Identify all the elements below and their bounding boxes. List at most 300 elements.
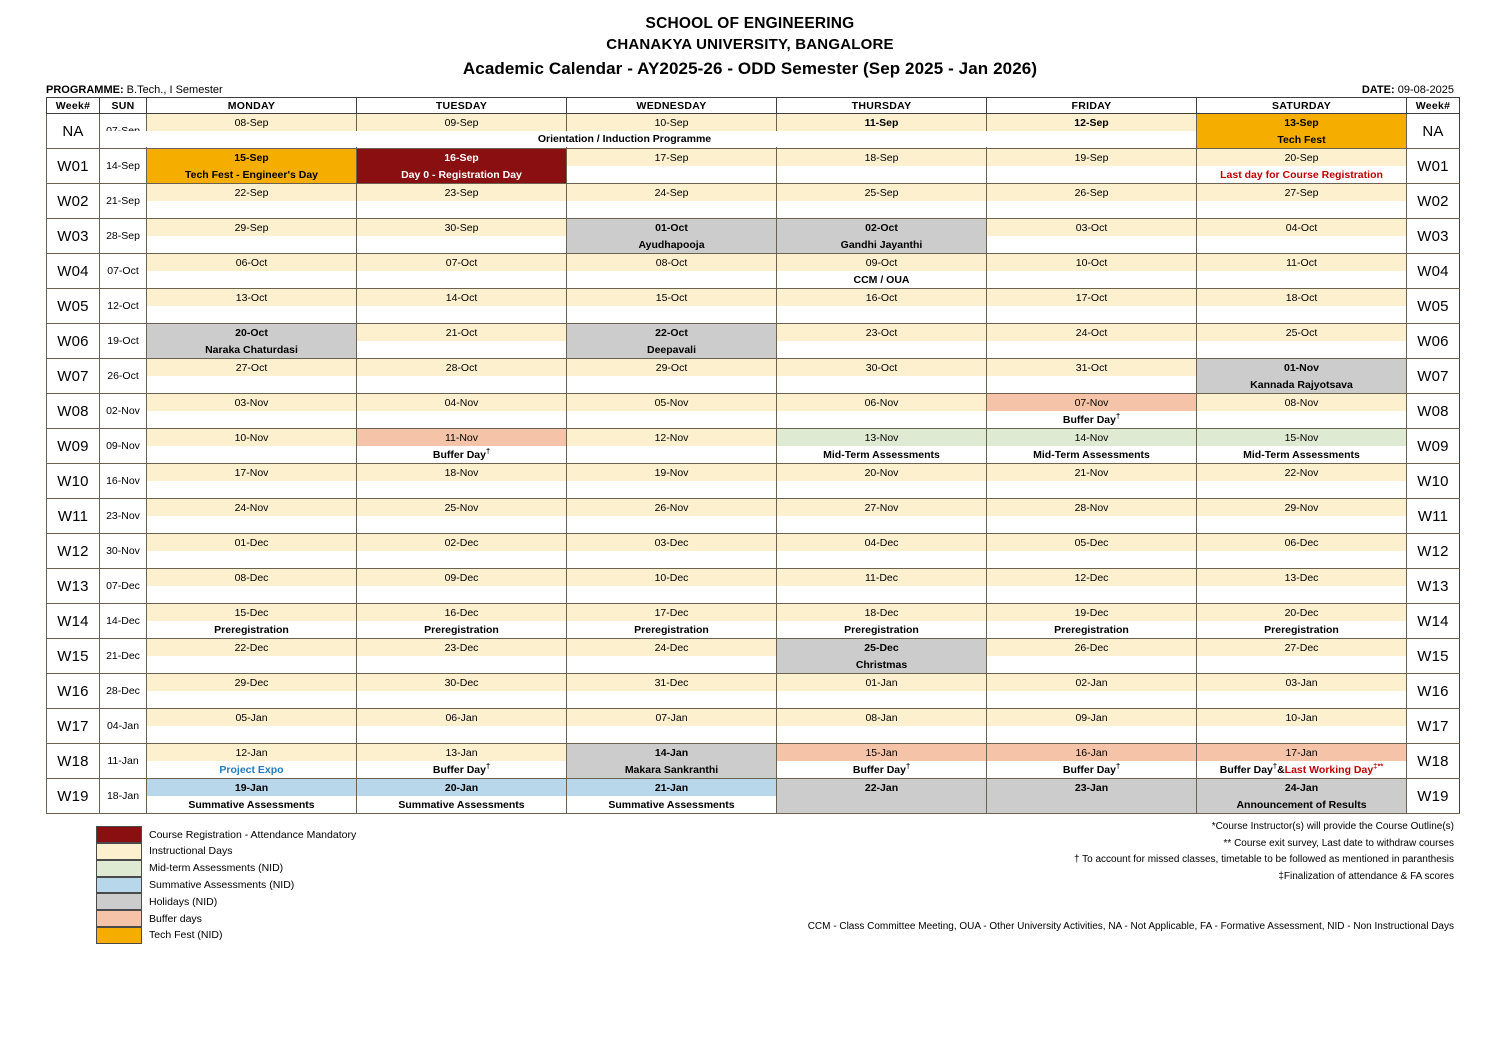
- day-date: 17-Sep: [567, 149, 776, 166]
- calendar-day-cell: [777, 604, 987, 639]
- calendar-day-cell: [147, 359, 357, 394]
- legend-label: Holidays (NID): [149, 895, 218, 908]
- day-event-label: [1197, 656, 1406, 673]
- sunday-date: 09-Nov: [100, 429, 147, 464]
- legend-label: Instructional Days: [149, 845, 233, 858]
- day-event-label: [567, 376, 776, 393]
- calendar-day-cell: [147, 569, 357, 604]
- week-number-left: W16: [47, 674, 100, 709]
- day-date: 10-Nov: [147, 429, 356, 446]
- table-row: [47, 639, 1460, 674]
- day-date: 30-Sep: [357, 219, 566, 236]
- day-date: 11-Oct: [1197, 254, 1406, 271]
- table-row: [47, 254, 1460, 289]
- sunday-date: 16-Nov: [100, 464, 147, 499]
- day-date: 01-Dec: [147, 534, 356, 551]
- day-event-label: [357, 236, 566, 253]
- day-date: 28-Oct: [357, 359, 566, 376]
- day-date: 01-Oct: [567, 219, 776, 236]
- table-row: [47, 429, 1460, 464]
- legend-label: Summative Assessments (NID): [149, 879, 295, 892]
- day-date: 27-Sep: [1197, 184, 1406, 201]
- week-number-left: W11: [47, 499, 100, 534]
- legend-color-swatch: [96, 860, 142, 877]
- column-header-sun: SUN: [100, 98, 147, 114]
- day-date: 02-Oct: [777, 219, 986, 236]
- legend-color-swatch: [96, 893, 142, 910]
- day-event-label: [1197, 516, 1406, 533]
- day-date: 22-Nov: [1197, 464, 1406, 481]
- week-number-left: W05: [47, 289, 100, 324]
- day-date: 10-Oct: [987, 254, 1196, 271]
- day-date: 08-Jan: [777, 709, 986, 726]
- table-row: [47, 289, 1460, 324]
- day-date: 14-Nov: [987, 429, 1196, 446]
- day-date: 09-Dec: [357, 569, 566, 586]
- table-row: [47, 219, 1460, 254]
- day-date: 03-Nov: [147, 394, 356, 411]
- day-event-label: [987, 586, 1196, 603]
- week-number-right: W15: [1407, 639, 1460, 674]
- day-date: 16-Jan: [987, 744, 1196, 761]
- day-date: 09-Jan: [987, 709, 1196, 726]
- calendar-day-cell: [357, 219, 567, 254]
- calendar-day-cell: [357, 534, 567, 569]
- calendar-day-cell: [1197, 359, 1407, 394]
- calendar-day-cell: [147, 394, 357, 429]
- day-date: 03-Dec: [567, 534, 776, 551]
- day-date: 10-Dec: [567, 569, 776, 586]
- day-event-label: [777, 411, 986, 428]
- day-event-label: Mid-Term Assessments: [1197, 446, 1406, 463]
- calendar-day-cell: [357, 394, 567, 429]
- week-number-right: W17: [1407, 709, 1460, 744]
- table-row: [47, 709, 1460, 744]
- day-date: 07-Jan: [567, 709, 776, 726]
- sunday-date: 11-Jan: [100, 744, 147, 779]
- sunday-date: 30-Nov: [100, 534, 147, 569]
- day-event-label: Preregistration: [987, 621, 1196, 638]
- calendar-day-cell: [147, 184, 357, 219]
- calendar-day-cell: [567, 324, 777, 359]
- table-row: [47, 674, 1460, 709]
- week-number-left: W04: [47, 254, 100, 289]
- day-date: 04-Dec: [777, 534, 986, 551]
- calendar-day-cell: [1197, 289, 1407, 324]
- day-date: 13-Sep: [1197, 114, 1406, 131]
- day-date: 21-Nov: [987, 464, 1196, 481]
- day-date: 11-Dec: [777, 569, 986, 586]
- sunday-date: 19-Oct: [100, 324, 147, 359]
- day-date: 21-Oct: [357, 324, 566, 341]
- legend-item: [96, 877, 356, 894]
- day-date: 01-Nov: [1197, 359, 1406, 376]
- day-event-label: [357, 341, 566, 358]
- day-event-label: [777, 796, 986, 813]
- legend-color-swatch: [96, 877, 142, 894]
- calendar-day-cell: [567, 744, 777, 779]
- calendar-day-cell: [777, 289, 987, 324]
- day-date: 08-Dec: [147, 569, 356, 586]
- legend-item: [96, 860, 356, 877]
- calendar-day-cell: [777, 674, 987, 709]
- table-row: [47, 779, 1460, 814]
- legend-color-swatch: [96, 843, 142, 860]
- page-title: Academic Calendar - AY2025-26 - ODD Semester (Sep 2025 - Jan 2026): [462, 58, 1038, 78]
- week-number-right: W01: [1407, 149, 1460, 184]
- day-date: 15-Dec: [147, 604, 356, 621]
- calendar-day-cell: [1197, 464, 1407, 499]
- calendar-day-cell: [987, 184, 1197, 219]
- week-number-right: W18: [1407, 744, 1460, 779]
- day-event-label: [1197, 481, 1406, 498]
- day-event-label: [147, 411, 356, 428]
- day-date: 26-Sep: [987, 184, 1196, 201]
- week-number-right: W13: [1407, 569, 1460, 604]
- day-date: 22-Oct: [567, 324, 776, 341]
- day-event-label: Buffer Day†: [987, 761, 1196, 778]
- legend-item: [96, 910, 356, 927]
- day-event-label: [987, 376, 1196, 393]
- week-number-left: W08: [47, 394, 100, 429]
- day-event-label: Gandhi Jayanthi: [777, 236, 986, 253]
- legend-item: [96, 893, 356, 910]
- calendar-day-cell: [777, 744, 987, 779]
- day-date: 10-Jan: [1197, 709, 1406, 726]
- day-event-label: [567, 691, 776, 708]
- programme-value: B.Tech., I Semester: [126, 84, 223, 97]
- day-date: 06-Dec: [1197, 534, 1406, 551]
- day-event-label: Day 0 - Registration Day: [357, 166, 566, 183]
- day-event-label: [147, 586, 356, 603]
- day-event-label: [987, 551, 1196, 568]
- sunday-date: 12-Oct: [100, 289, 147, 324]
- calendar-day-cell: [357, 569, 567, 604]
- day-date: 27-Nov: [777, 499, 986, 516]
- calendar-day-cell: [567, 639, 777, 674]
- day-date: 26-Dec: [987, 639, 1196, 656]
- week-number-right: W12: [1407, 534, 1460, 569]
- day-event-label: Buffer Day† & Last Working Day‡**: [1197, 761, 1406, 778]
- day-event-label: [357, 656, 566, 673]
- day-date: 24-Jan: [1197, 779, 1406, 796]
- day-event-label: Preregistration: [147, 621, 356, 638]
- table-row: [47, 114, 1460, 149]
- day-event-label: Christmas: [777, 656, 986, 673]
- legend-color-swatch: [96, 927, 142, 944]
- day-date: 20-Sep: [1197, 149, 1406, 166]
- calendar-day-cell: [1197, 534, 1407, 569]
- legend-color-swatch: [96, 826, 142, 843]
- column-header-week: Week#: [47, 98, 100, 114]
- day-event-label: [987, 271, 1196, 288]
- column-header-monday: MONDAY: [147, 98, 357, 114]
- calendar-day-cell: [987, 534, 1197, 569]
- calendar-day-cell: [777, 184, 987, 219]
- week-number-left: W13: [47, 569, 100, 604]
- calendar-day-cell: [567, 289, 777, 324]
- calendar-day-cell: [357, 779, 567, 814]
- week-number-left: W17: [47, 709, 100, 744]
- day-date: 13-Dec: [1197, 569, 1406, 586]
- calendar-day-cell: [987, 289, 1197, 324]
- day-date: 24-Nov: [147, 499, 356, 516]
- day-event-label: [1197, 306, 1406, 323]
- calendar-day-cell: [357, 604, 567, 639]
- day-event-label: Last day for Course Registration: [1197, 166, 1406, 183]
- legend-item: [96, 826, 356, 843]
- day-event-label: CCM / OUA: [777, 271, 986, 288]
- university-name: CHANAKYA UNIVERSITY, BANGALORE: [606, 36, 894, 54]
- column-header-tuesday: TUESDAY: [357, 98, 567, 114]
- day-date: 30-Dec: [357, 674, 566, 691]
- calendar-day-cell: [357, 709, 567, 744]
- calendar-day-cell: [147, 709, 357, 744]
- day-date: 19-Jan: [147, 779, 356, 796]
- day-date: 22-Jan: [777, 779, 986, 796]
- calendar-day-cell: [147, 149, 357, 184]
- title-block: [46, 14, 1454, 81]
- calendar-day-cell: [1197, 429, 1407, 464]
- calendar-day-cell: [567, 464, 777, 499]
- calendar-day-cell: [777, 464, 987, 499]
- calendar-day-cell: [777, 254, 987, 289]
- sunday-date: 14-Dec: [100, 604, 147, 639]
- day-event-label: [1197, 271, 1406, 288]
- calendar-day-cell: [567, 184, 777, 219]
- day-date: 23-Oct: [777, 324, 986, 341]
- day-date: 17-Jan: [1197, 744, 1406, 761]
- week-number-right: W19: [1407, 779, 1460, 814]
- day-event-label: [777, 551, 986, 568]
- calendar-day-cell: [987, 779, 1197, 814]
- calendar-day-cell: [357, 744, 567, 779]
- day-date: 20-Nov: [777, 464, 986, 481]
- day-date: 07-Nov: [987, 394, 1196, 411]
- table-row: [47, 744, 1460, 779]
- legend: [96, 826, 356, 944]
- sunday-date: 07-Oct: [100, 254, 147, 289]
- calendar-day-cell: [147, 254, 357, 289]
- calendar-day-cell: [147, 324, 357, 359]
- calendar-day-cell: [987, 674, 1197, 709]
- day-date: 10-Sep: [567, 114, 776, 131]
- week-number-left: W12: [47, 534, 100, 569]
- day-event-label: [777, 341, 986, 358]
- day-date: 24-Sep: [567, 184, 776, 201]
- week-number-left: W09: [47, 429, 100, 464]
- day-event-label: [1197, 691, 1406, 708]
- day-event-label: [777, 306, 986, 323]
- day-date: 23-Jan: [987, 779, 1196, 796]
- day-event-label: [357, 691, 566, 708]
- day-event-label: [987, 726, 1196, 743]
- day-date: 16-Sep: [357, 149, 566, 166]
- day-event-label: [777, 481, 986, 498]
- day-date: 15-Oct: [567, 289, 776, 306]
- day-date: 20-Dec: [1197, 604, 1406, 621]
- day-date: 25-Sep: [777, 184, 986, 201]
- legend-label: Mid-term Assessments (NID): [149, 862, 284, 875]
- calendar-day-cell: [987, 639, 1197, 674]
- date-value: 09-08-2025: [1397, 84, 1454, 97]
- day-date: 06-Oct: [147, 254, 356, 271]
- calendar-day-cell: [567, 604, 777, 639]
- calendar-day-cell: [987, 569, 1197, 604]
- calendar-day-cell: [357, 429, 567, 464]
- calendar-day-cell: [777, 499, 987, 534]
- day-event-label: [147, 271, 356, 288]
- table-row: [47, 359, 1460, 394]
- day-date: 15-Nov: [1197, 429, 1406, 446]
- day-event-label: Summative Assessments: [567, 796, 776, 813]
- calendar-day-cell: [357, 674, 567, 709]
- week-number-right: W07: [1407, 359, 1460, 394]
- date-label: DATE:: [1361, 84, 1395, 97]
- week-number-left: W01: [47, 149, 100, 184]
- day-event-label: [987, 306, 1196, 323]
- calendar-day-cell: [777, 779, 987, 814]
- day-event-label: [147, 236, 356, 253]
- day-event-label: [1197, 201, 1406, 218]
- day-date: 24-Oct: [987, 324, 1196, 341]
- calendar-day-cell: [777, 639, 987, 674]
- calendar-day-cell: [567, 359, 777, 394]
- day-date: 27-Oct: [147, 359, 356, 376]
- day-date: 06-Nov: [777, 394, 986, 411]
- footnote-line: † To account for missed classes, timetable to be followed as mentioned in paranthesis: [1073, 854, 1454, 866]
- week-number-left: W19: [47, 779, 100, 814]
- calendar-day-cell: [567, 254, 777, 289]
- calendar-day-cell: [567, 569, 777, 604]
- day-event-label: [1197, 726, 1406, 743]
- day-event-label: [357, 481, 566, 498]
- calendar-day-cell: [987, 499, 1197, 534]
- day-event-label: [567, 551, 776, 568]
- sunday-date: 14-Sep: [100, 149, 147, 184]
- sunday-date: 18-Jan: [100, 779, 147, 814]
- day-date: 17-Dec: [567, 604, 776, 621]
- day-event-label: [777, 726, 986, 743]
- calendar-day-cell: [1197, 779, 1407, 814]
- calendar-day-cell: [567, 149, 777, 184]
- calendar-day-cell: [147, 744, 357, 779]
- calendar-day-cell: [567, 429, 777, 464]
- day-event-label: [567, 586, 776, 603]
- day-event-label: [987, 796, 1196, 813]
- day-date: 18-Nov: [357, 464, 566, 481]
- calendar-day-cell: [357, 184, 567, 219]
- day-date: 29-Oct: [567, 359, 776, 376]
- day-event-label: [357, 726, 566, 743]
- calendar-day-cell: [357, 359, 567, 394]
- programme: [46, 84, 223, 96]
- table-row: [47, 464, 1460, 499]
- day-date: 29-Nov: [1197, 499, 1406, 516]
- table-row: [47, 534, 1460, 569]
- day-date: 18-Sep: [777, 149, 986, 166]
- calendar-day-cell: [567, 394, 777, 429]
- day-date: 29-Sep: [147, 219, 356, 236]
- table-row: [47, 149, 1460, 184]
- day-event-label: [987, 341, 1196, 358]
- calendar-day-cell: [1197, 674, 1407, 709]
- calendar-day-cell: [777, 324, 987, 359]
- day-date: 23-Sep: [357, 184, 566, 201]
- footnote-line: ‡Finalization of attendance & FA scores: [1278, 870, 1454, 882]
- calendar-day-cell: [1197, 254, 1407, 289]
- day-event-label: Buffer Day†: [357, 446, 566, 463]
- calendar-day-cell: [777, 359, 987, 394]
- legend-color-swatch: [96, 910, 142, 927]
- day-event-label: [147, 656, 356, 673]
- week-number-left: W07: [47, 359, 100, 394]
- table-row: [47, 499, 1460, 534]
- day-event-label: Ayudhapooja: [567, 236, 776, 253]
- sunday-date: 28-Dec: [100, 674, 147, 709]
- day-date: 03-Jan: [1197, 674, 1406, 691]
- calendar-day-cell: [777, 394, 987, 429]
- calendar-day-cell: [987, 429, 1197, 464]
- day-event-label: [567, 516, 776, 533]
- calendar-day-cell: [1197, 219, 1407, 254]
- day-event-label: Project Expo: [147, 761, 356, 778]
- day-date: 06-Jan: [357, 709, 566, 726]
- calendar-day-cell: [1197, 114, 1407, 149]
- week-number-right: W16: [1407, 674, 1460, 709]
- day-event-label: [357, 376, 566, 393]
- day-event-label: [777, 201, 986, 218]
- day-event-label: [357, 551, 566, 568]
- day-date: 19-Nov: [567, 464, 776, 481]
- calendar-day-cell: [357, 464, 567, 499]
- sunday-date: 07-Dec: [100, 569, 147, 604]
- table-row: [47, 394, 1460, 429]
- day-event-label: Summative Assessments: [147, 796, 356, 813]
- day-event-label: [1197, 586, 1406, 603]
- legend-label: Course Registration - Attendance Mandatory: [149, 828, 357, 841]
- day-date: 02-Jan: [987, 674, 1196, 691]
- table-row: [47, 324, 1460, 359]
- day-date: 18-Oct: [1197, 289, 1406, 306]
- calendar-day-cell: [567, 779, 777, 814]
- calendar-day-cell: [147, 674, 357, 709]
- day-event-label: [357, 201, 566, 218]
- week-number-right: W04: [1407, 254, 1460, 289]
- legend-item: [96, 927, 356, 944]
- day-date: 20-Jan: [357, 779, 566, 796]
- week-number-left: NA: [47, 114, 100, 149]
- column-header-thursday: THURSDAY: [777, 98, 987, 114]
- footnote-line: ** Course exit survey, Last date to withdraw courses: [1223, 837, 1454, 849]
- day-event-label: [567, 166, 776, 183]
- day-date: 12-Sep: [987, 114, 1196, 131]
- calendar-day-cell: [147, 534, 357, 569]
- day-event-label: Buffer Day†: [357, 761, 566, 778]
- sunday-date: 23-Nov: [100, 499, 147, 534]
- day-date: 12-Dec: [987, 569, 1196, 586]
- day-event-label: [777, 166, 986, 183]
- day-event-label: Kannada Rajyotsava: [1197, 376, 1406, 393]
- day-event-label: Naraka Chaturdasi: [147, 341, 356, 358]
- day-event-label: [987, 166, 1196, 183]
- day-event-label: [567, 271, 776, 288]
- day-event-label: [147, 551, 356, 568]
- day-event-label: [567, 726, 776, 743]
- day-event-label: [567, 481, 776, 498]
- day-event-label: Buffer Day†: [987, 411, 1196, 428]
- calendar-day-cell: [987, 219, 1197, 254]
